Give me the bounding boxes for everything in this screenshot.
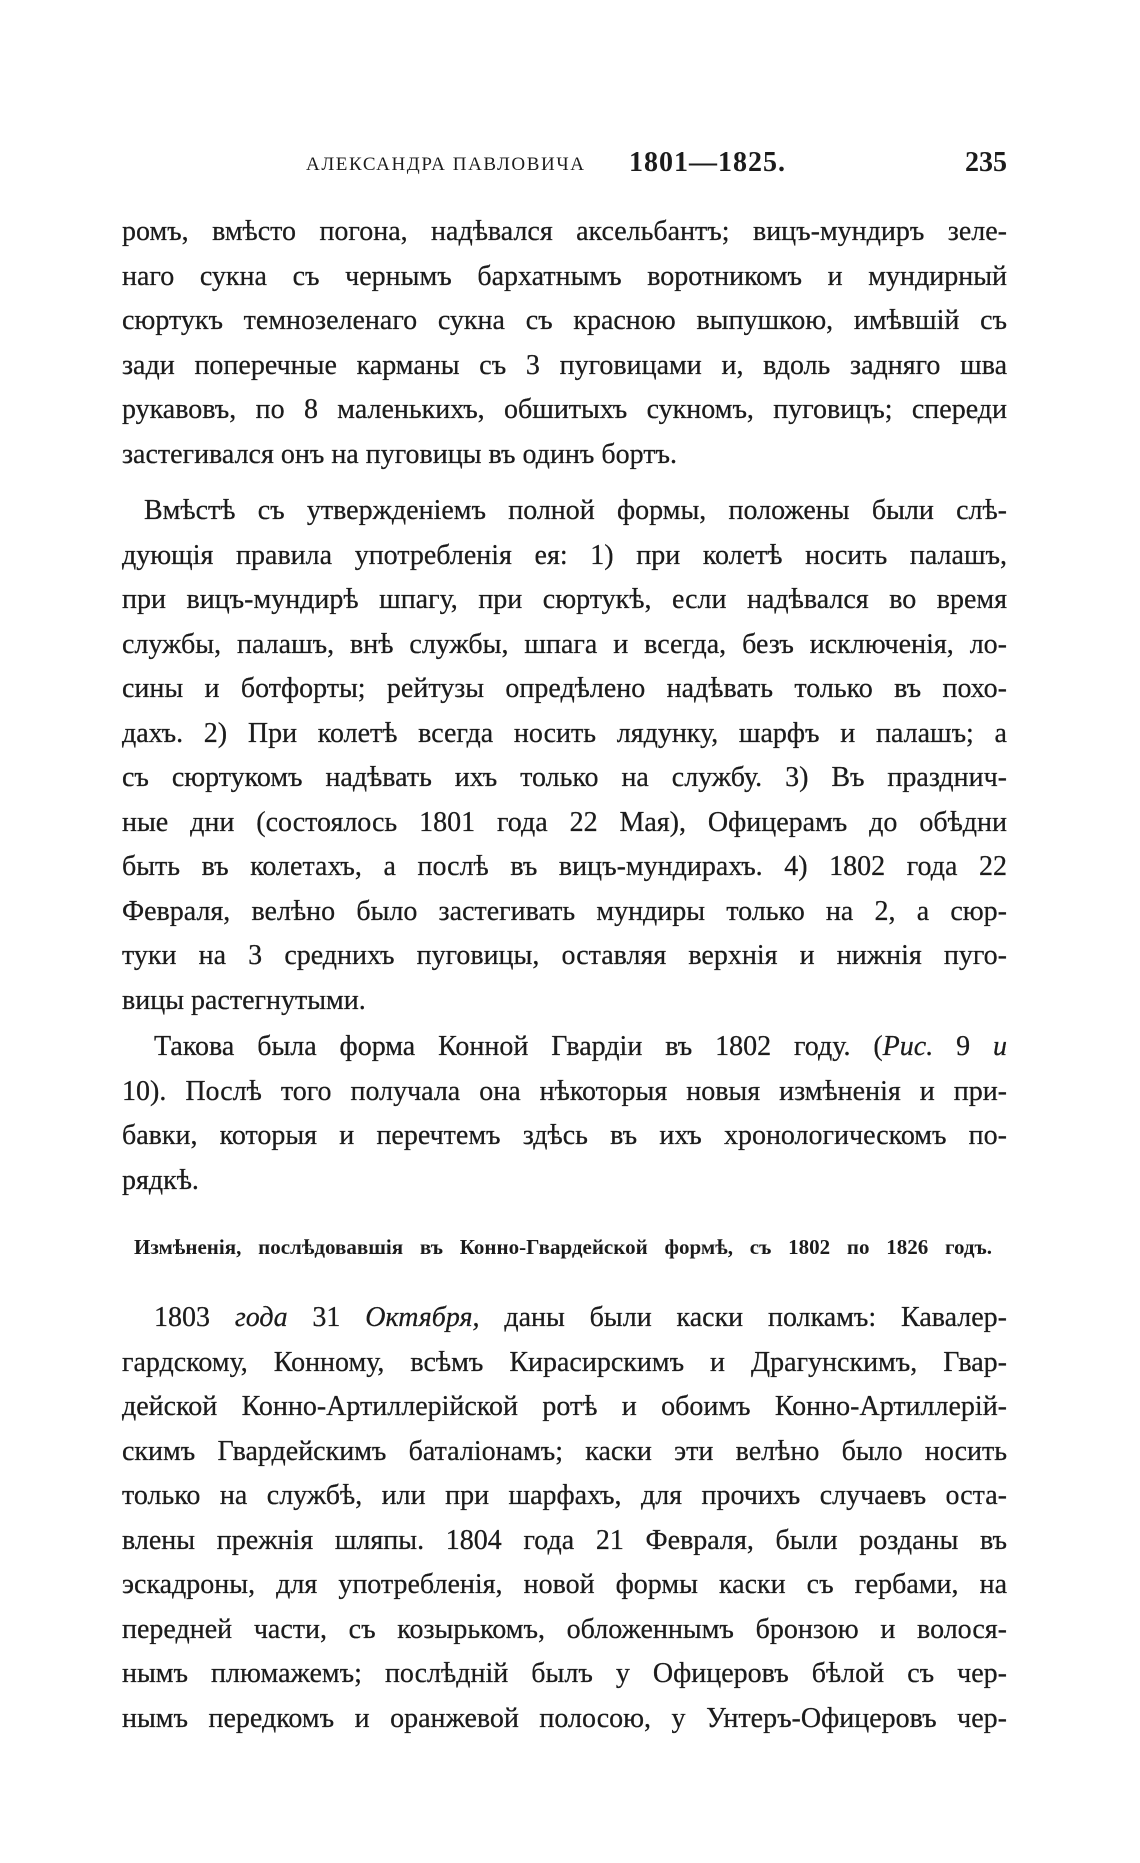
paragraph-3 bbox=[122, 1025, 1007, 1203]
text-line: туки на 3 среднихъ пуговицы, оставляя верхнія и нижнія пуго- bbox=[122, 940, 1007, 971]
text-line: гардскому, Конному, всѣмъ Кирасирскимъ и Драгунскимъ, Гвар- bbox=[122, 1346, 1007, 1378]
text-line: только на службѣ, или при шарфахъ, для прочихъ случаевъ оста- bbox=[122, 1480, 1007, 1511]
text-line: эскадроны, для употребленія, новой формы каски съ гербами, на bbox=[122, 1569, 1007, 1600]
text-run: Такова была форма Конной Гвардіи въ 1802 году. ( bbox=[154, 1031, 883, 1062]
text-line: ные дни (состоялось 1801 года 22 Мая), Офицерамъ до обѣдни bbox=[122, 806, 1007, 838]
date-day: 31 bbox=[287, 1302, 366, 1333]
text-line: рядкѣ. bbox=[122, 1164, 199, 1196]
figure-conjunction: и bbox=[993, 1031, 1008, 1062]
text-line: дейской Конно-Артиллерійской ротѣ и обоимъ Конно-Артиллерій- bbox=[122, 1391, 1007, 1422]
text-run: даны были каски полкамъ: Кавалер- bbox=[479, 1302, 1007, 1333]
text-line: наго сукна съ чернымъ бархатнымъ воротникомъ и мундирный bbox=[122, 260, 1007, 292]
text-line: влены прежнія шляпы. 1804 года 21 Февраля, были розданы въ bbox=[122, 1524, 1007, 1556]
text-line: 10). Послѣ того получала она нѣкоторыя новыя измѣненія и при- bbox=[122, 1075, 1007, 1107]
text-line: застегивался онъ на пуговицы въ одинъ бортъ. bbox=[122, 438, 677, 470]
text-line: службы, палашъ, внѣ службы, шпага и всегда, безъ исключенія, ло- bbox=[122, 628, 1007, 660]
text-line: ромъ, вмѣсто погона, надѣвался аксельбантъ; вицъ-мундиръ зеле- bbox=[122, 216, 1007, 247]
page-number: 235 bbox=[965, 147, 1007, 178]
text-line: дующія правила употребленія ея: 1) при колетѣ носить палашъ, bbox=[122, 539, 1007, 571]
paragraph-1 bbox=[122, 210, 1007, 477]
running-head-title: АЛЕКСАНДРА ПАВЛОВИЧА bbox=[306, 154, 586, 175]
text-line: вицы растегнутыми. bbox=[122, 984, 366, 1016]
text-line bbox=[122, 1296, 1007, 1341]
text-line: быть въ колетахъ, а послѣ въ вицъ-мундирахъ. 4) 1802 года 22 bbox=[122, 851, 1007, 882]
date-year-word: года bbox=[234, 1302, 288, 1333]
text-line: рукавовъ, по 8 маленькихъ, обшитыхъ сукномъ, пуговицъ; спереди bbox=[122, 394, 1007, 425]
running-head bbox=[0, 146, 1140, 180]
text-line: бавки, которыя и перечтемъ здѣсь въ ихъ хронологическомъ по- bbox=[122, 1120, 1007, 1151]
text-line: при вицъ-мундирѣ шпагу, при сюртукѣ, если надѣвался во время bbox=[122, 584, 1007, 615]
text-line: нымъ плюмажемъ; послѣдній былъ у Офицеровъ бѣлой съ чер- bbox=[122, 1658, 1007, 1689]
text-line: сины и ботфорты; рейтузы опредѣлено надѣвать только въ похо- bbox=[122, 673, 1007, 704]
section-heading: Измѣненія, послѣдовавшія въ Конно-Гвардейской формѣ, съ 1802 по 1826 годъ. bbox=[134, 1235, 992, 1259]
text-line bbox=[122, 1025, 1007, 1070]
text-line: дахъ. 2) При колетѣ всегда носить лядунку, шарфъ и палашъ; а bbox=[122, 717, 1007, 749]
text-line: передней части, съ козырькомъ, обложеннымъ бронзою и волося- bbox=[122, 1613, 1007, 1645]
text-line: зади поперечные карманы съ 3 пуговицами и, вдоль задняго шва bbox=[122, 349, 1007, 381]
text-line: съ сюртукомъ надѣвать ихъ только на службу. 3) Въ празднич- bbox=[122, 762, 1007, 793]
running-head-years: 1801—1825. bbox=[629, 147, 786, 178]
text-line: сюртукъ темнозеленаго сукна съ красною выпушкою, имѣвшій съ bbox=[122, 305, 1007, 336]
text-line: скимъ Гвардейскимъ баталіонамъ; каски эти велѣно было носить bbox=[122, 1435, 1007, 1467]
paragraph-4 bbox=[122, 1296, 1007, 1741]
text-line: Февраля, велѣно было застегивать мундиры только на 2, а сюр- bbox=[122, 895, 1007, 927]
date-month: Октября, bbox=[365, 1302, 480, 1333]
figure-abbreviation: Рис. bbox=[882, 1031, 934, 1062]
paragraph-2 bbox=[122, 489, 1007, 1023]
text-line: Вмѣстѣ съ утвержденіемъ полной формы, положены были слѣ- bbox=[144, 495, 1007, 526]
text-line: нымъ передкомъ и оранжевой полосою, у Унтеръ-Офицеровъ чер- bbox=[122, 1702, 1007, 1734]
date-year: 1803 bbox=[154, 1302, 235, 1333]
figure-number: 9 bbox=[933, 1031, 994, 1062]
